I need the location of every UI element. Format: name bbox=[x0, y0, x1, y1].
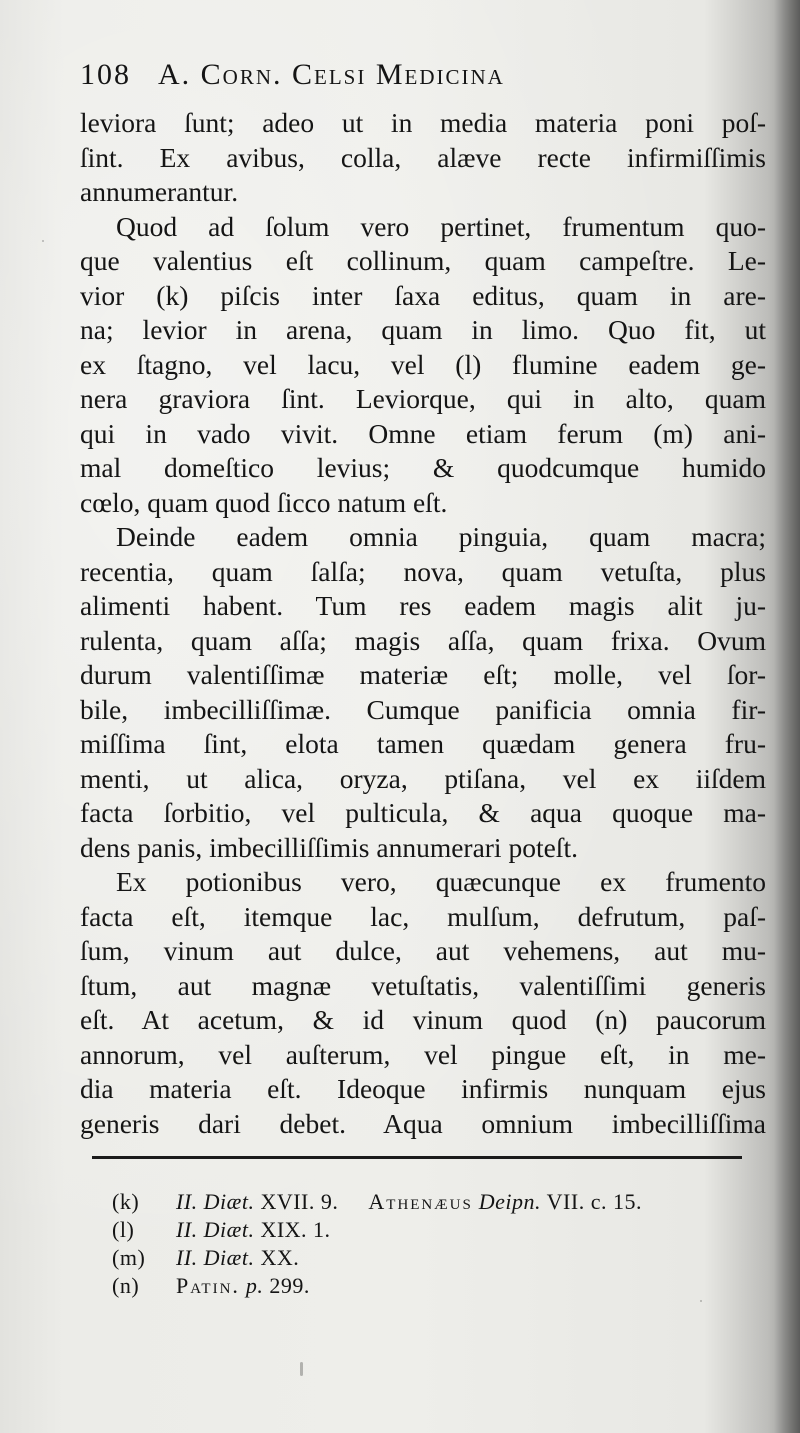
text-line: ſum, vinum aut dulce, aut vehemens, aut mu- bbox=[80, 935, 766, 966]
paper-speck bbox=[700, 1300, 702, 1302]
text-line: miſſima ſint, elota tamen quædam genera fru- bbox=[80, 728, 766, 759]
footnote bbox=[112, 1244, 772, 1272]
text-line: annumerantur. bbox=[80, 176, 239, 207]
footnote-ref: XIX. 1. bbox=[260, 1217, 331, 1242]
text-line: Deinde eadem omnia pinguia, quam macra; bbox=[116, 521, 766, 552]
text-line: nera graviora ſint. Leviorque, qui in alto, quam bbox=[80, 383, 766, 414]
text-line: facta ſorbitio, vel pulticula, & aqua quoque ma- bbox=[80, 797, 766, 828]
text-line: ex ſtagno, vel lacu, vel (l) flumine eadem ge- bbox=[80, 348, 766, 380]
footnote-extra-source: Deipn. bbox=[478, 1189, 542, 1214]
footnote-marker: (k) bbox=[112, 1189, 140, 1214]
footnote-author: Patin. bbox=[176, 1273, 240, 1298]
text-line: ſtum, aut magnæ vetuſtatis, valentiſſimi generis bbox=[80, 969, 766, 1001]
footnote-ref: XVII. 9. bbox=[260, 1189, 339, 1214]
text-line: mal domeſtico levius; & quodcumque humido bbox=[80, 452, 766, 483]
text-line: dia materia eſt. Ideoque infirmis nunquam ejus bbox=[80, 1073, 766, 1104]
footnote bbox=[112, 1216, 772, 1244]
footnote bbox=[112, 1272, 772, 1300]
footnotes bbox=[112, 1188, 772, 1300]
text-line: que valentius eſt collinum, quam campeſtre. Le- bbox=[80, 245, 766, 276]
text-line: eſt. At acetum, & id vinum quod (n) paucorum bbox=[80, 1004, 766, 1035]
text-line: Ex potionibus vero, quæcunque ex frumento bbox=[116, 866, 766, 897]
text-line: annorum, vel auſterum, vel pingue eſt, in me- bbox=[80, 1038, 766, 1070]
text-line: dens panis, imbecilliſſimis annumerari poteſt. bbox=[80, 831, 578, 863]
footnote-divider bbox=[92, 1156, 742, 1159]
text-line: leviora ſunt; adeo ut in media materia poni poſ- bbox=[80, 107, 766, 138]
footnote-marker: (l) bbox=[112, 1217, 135, 1242]
footnote-source: II. Diæt. bbox=[176, 1189, 255, 1214]
footnote-ref: XX. bbox=[260, 1245, 300, 1270]
text-line: alimenti habent. Tum res eadem magis alit ju- bbox=[80, 590, 766, 621]
main-text bbox=[80, 106, 766, 1141]
footnote-source: II. Diæt. bbox=[176, 1245, 255, 1270]
text-line: qui in vado vivit. Omne etiam ferum (m) ani- bbox=[80, 417, 766, 449]
page-edge-shadow bbox=[774, 0, 800, 1433]
text-line: vior (k) piſcis inter ſaxa editus, quam in are- bbox=[80, 279, 766, 311]
running-title: A. Corn. Celsi Medicina bbox=[158, 58, 505, 91]
footnote-extra-source: p. bbox=[245, 1273, 264, 1298]
footnote-extra-ref: VII. c. 15. bbox=[546, 1189, 642, 1214]
footnote-marker: (n) bbox=[112, 1273, 140, 1298]
page-number: 108 bbox=[80, 58, 131, 91]
text-line: cœlo, quam quod ſicco natum eſt. bbox=[80, 486, 448, 518]
footnote-extra-ref: 299. bbox=[269, 1273, 310, 1298]
paper-speck bbox=[300, 1362, 303, 1376]
text-line: generis dari debet. Aqua omnium imbecilliſſima bbox=[80, 1107, 766, 1139]
text-line: ſint. Ex avibus, colla, alæve recte infirmiſſimis bbox=[80, 141, 766, 173]
text-line: na; levior in arena, quam in limo. Quo fit, ut bbox=[80, 314, 766, 345]
text-line: recentia, quam ſalſa; nova, quam vetuſta, plus bbox=[80, 555, 766, 587]
footnote bbox=[112, 1188, 772, 1216]
footnote-author: Athenæus bbox=[368, 1189, 473, 1214]
text-line: rulenta, quam aſſa; magis aſſa, quam frixa. Ovum bbox=[80, 624, 766, 656]
text-line: bile, imbecilliſſimæ. Cumque panificia omnia fir- bbox=[80, 693, 766, 725]
text-line: durum valentiſſimæ materiæ eſt; molle, vel ſor- bbox=[80, 659, 766, 690]
text-line: menti, ut alica, oryza, ptiſana, vel ex iiſdem bbox=[80, 762, 766, 794]
paper-speck bbox=[42, 240, 44, 242]
running-head bbox=[80, 58, 680, 98]
footnote-marker: (m) bbox=[112, 1245, 146, 1270]
text-line: Quod ad ſolum vero pertinet, frumentum quo- bbox=[116, 210, 766, 242]
footnote-source: II. Diæt. bbox=[176, 1217, 255, 1242]
text-line: facta eſt, itemque lac, mulſum, defrutum, paſ- bbox=[80, 900, 766, 932]
